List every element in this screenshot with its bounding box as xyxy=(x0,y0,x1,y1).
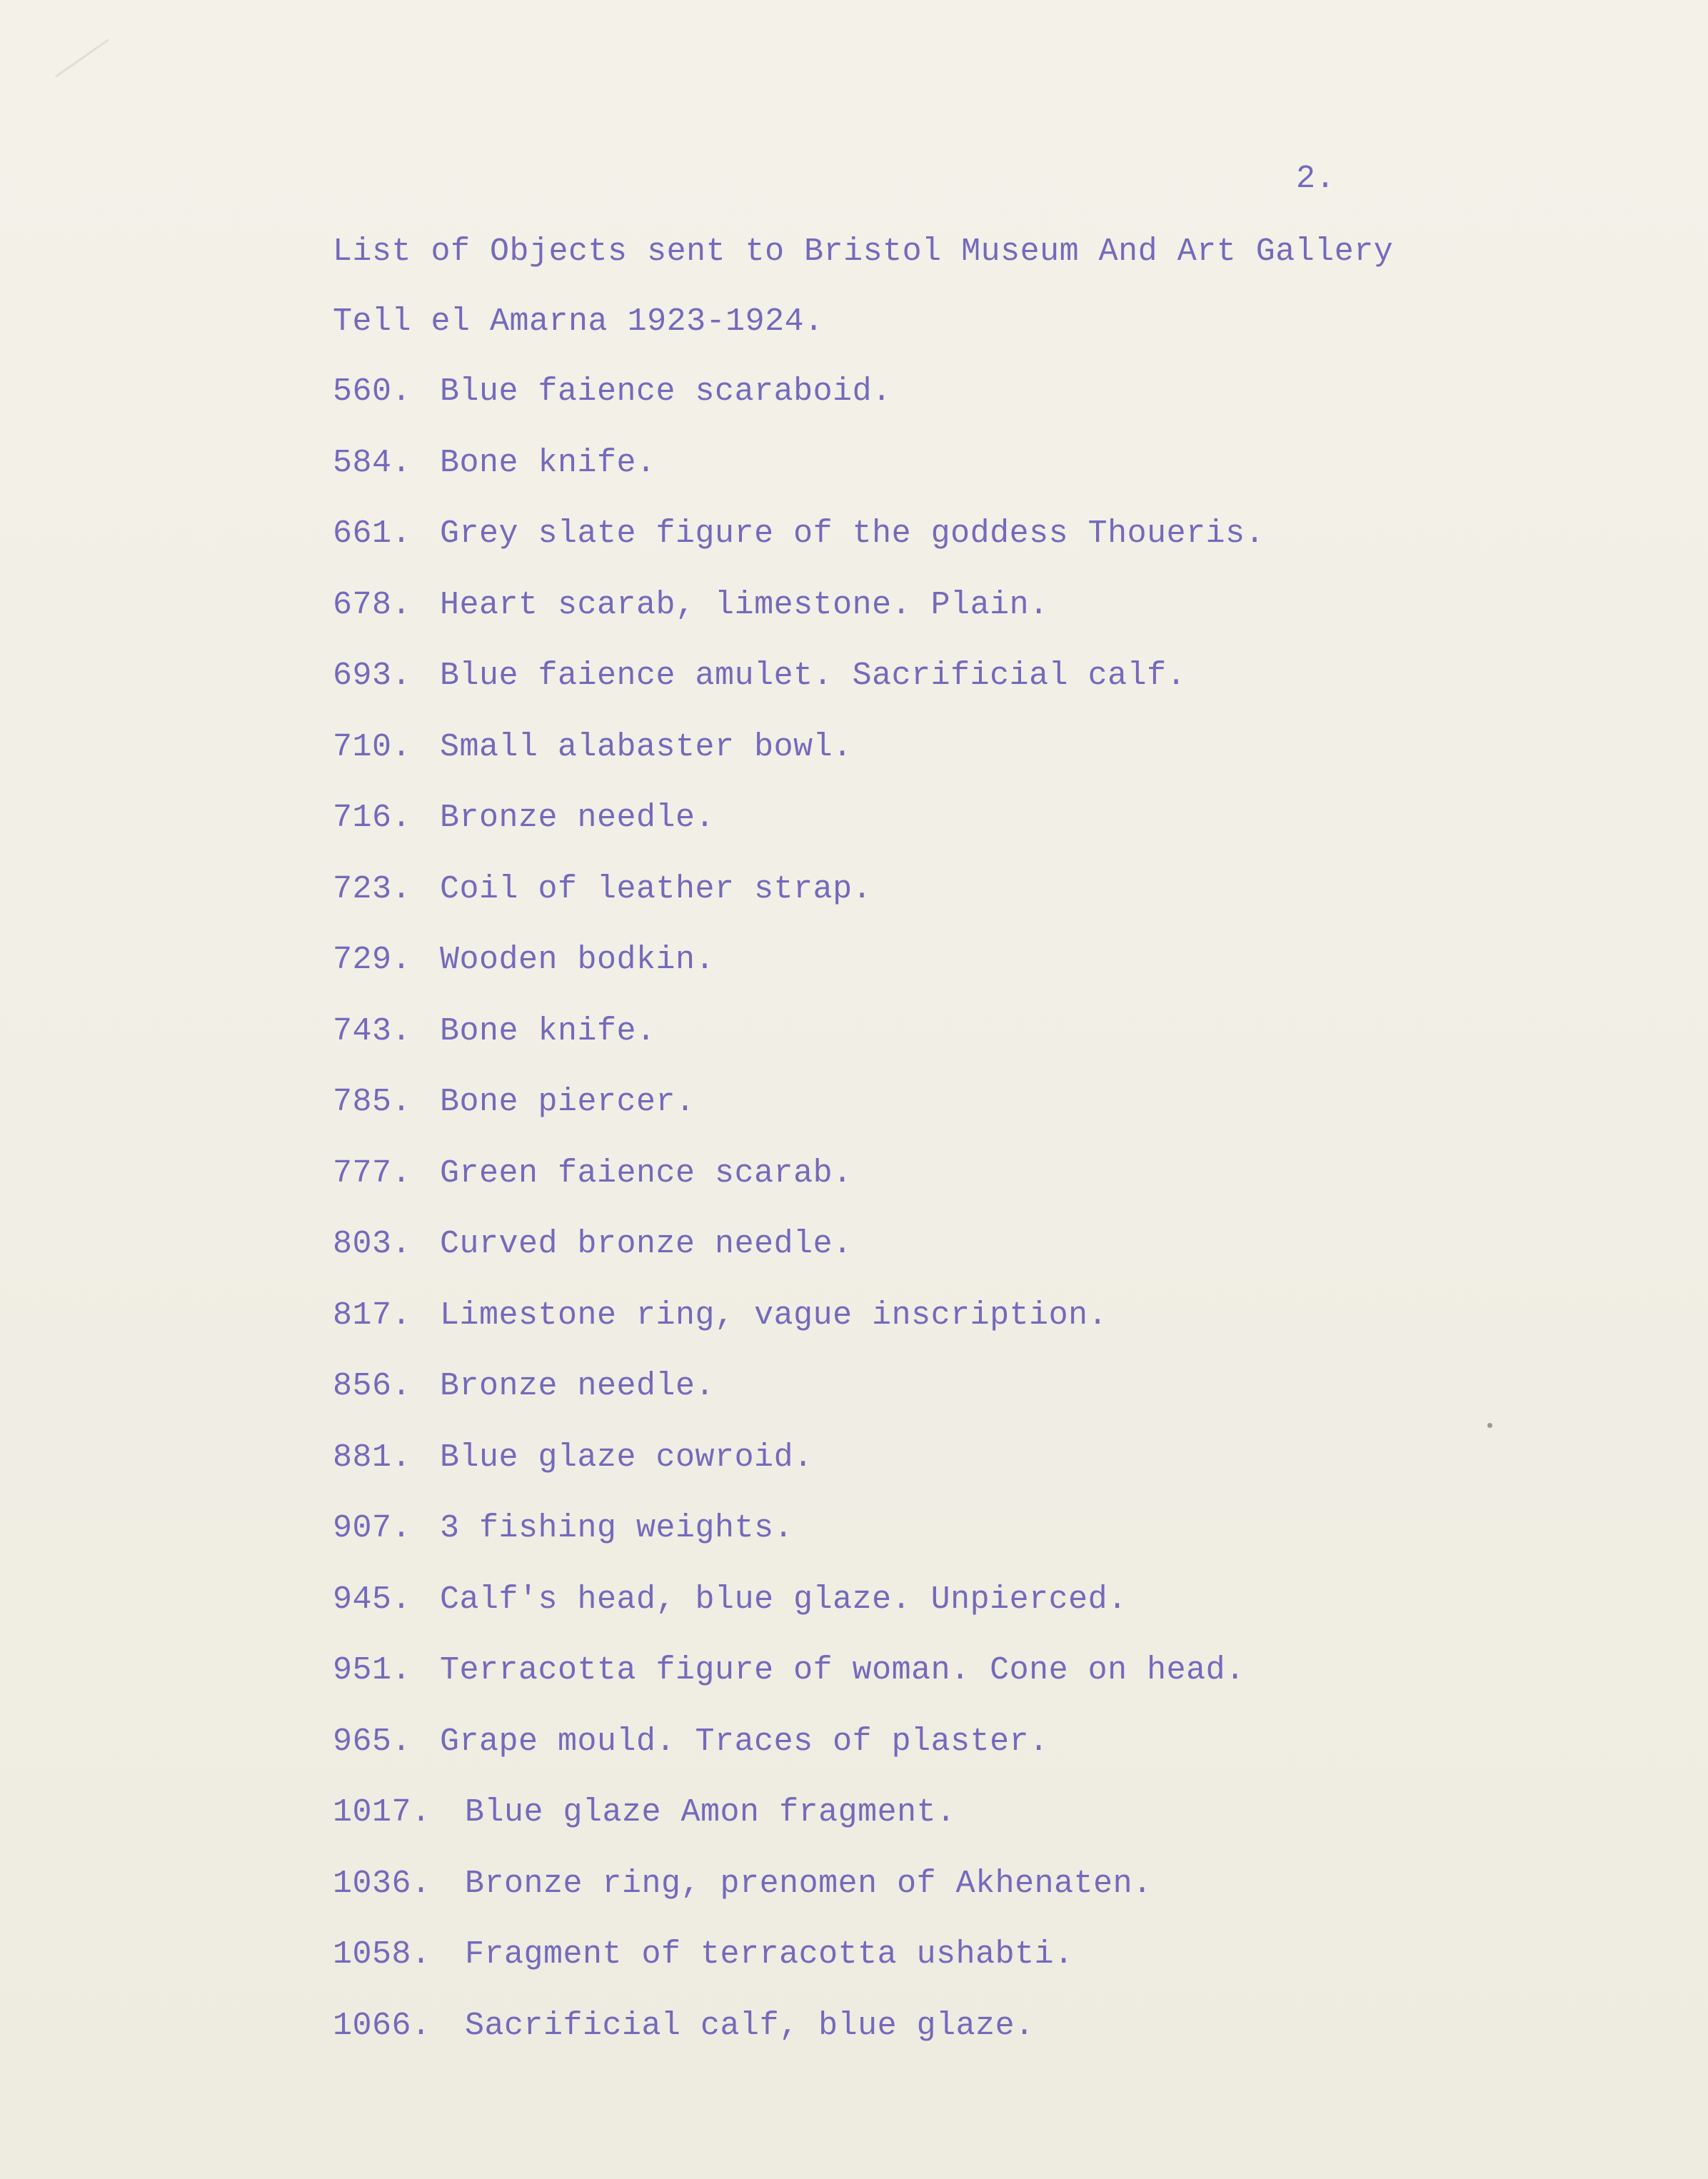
object-number: 1058. xyxy=(333,1936,431,1973)
paper-speck xyxy=(1487,1423,1492,1428)
list-item xyxy=(333,1796,956,1839)
object-description: Blue glaze cowroid. xyxy=(440,1439,813,1476)
document-subtitle: Tell el Amarna 1923-1924. xyxy=(333,303,824,340)
list-item xyxy=(333,2010,1035,2053)
list-item xyxy=(333,1228,853,1271)
object-number: 723. xyxy=(333,871,412,907)
list-item xyxy=(333,1512,793,1555)
list-item xyxy=(333,1441,813,1484)
object-number: 1036. xyxy=(333,1866,431,1902)
object-description: Blue faience scaraboid. xyxy=(440,373,892,410)
object-number: 1066. xyxy=(333,2008,431,2044)
object-description: Grape mould. Traces of plaster. xyxy=(440,1723,1049,1760)
object-description: Terracotta figure of woman. Cone on head. xyxy=(440,1652,1245,1689)
list-item xyxy=(333,802,715,845)
object-description: Bronze needle. xyxy=(440,1368,715,1404)
paper-crease xyxy=(55,39,109,77)
object-description: Calf's head, blue glaze. Unpierced. xyxy=(440,1581,1127,1618)
object-description: Green faience scarab. xyxy=(440,1155,853,1192)
list-item xyxy=(333,1581,1127,1626)
object-number: 803. xyxy=(333,1226,412,1262)
object-description: Curved bronze needle. xyxy=(440,1226,853,1262)
object-number: 710. xyxy=(333,729,412,765)
list-item xyxy=(333,1157,853,1200)
object-description: Grey slate figure of the goddess Thoueris. xyxy=(440,515,1265,552)
object-number: 907. xyxy=(333,1510,412,1546)
object-number: 716. xyxy=(333,800,412,836)
object-number: 785. xyxy=(333,1084,412,1120)
object-description: Blue glaze Amon fragment. xyxy=(465,1794,956,1831)
object-number: 881. xyxy=(333,1439,412,1476)
list-item xyxy=(333,1938,1074,1981)
list-item xyxy=(333,1868,1152,1911)
object-number: 678. xyxy=(333,587,412,623)
object-number: 777. xyxy=(333,1155,412,1192)
list-item xyxy=(333,731,853,774)
list-item xyxy=(333,1086,695,1129)
object-description: Bone knife. xyxy=(440,445,656,481)
list-item xyxy=(333,589,1049,632)
object-description: Small alabaster bowl. xyxy=(440,729,853,765)
object-number: 951. xyxy=(333,1652,412,1689)
object-number: 945. xyxy=(333,1581,412,1618)
list-item xyxy=(333,1015,656,1058)
object-number: 856. xyxy=(333,1368,412,1404)
object-number: 817. xyxy=(333,1297,412,1334)
object-description: Limestone ring, vague inscription. xyxy=(440,1297,1108,1334)
list-item xyxy=(333,873,872,916)
page-number: 2. xyxy=(1296,161,1336,197)
object-description: Wooden bodkin. xyxy=(440,942,715,978)
object-number: 743. xyxy=(333,1013,412,1050)
object-number: 584. xyxy=(333,445,412,481)
object-description: Blue faience amulet. Sacrificial calf. xyxy=(440,658,1187,694)
list-item xyxy=(333,515,1265,560)
document-title: List of Objects sent to Bristol Museum And Art Gallery xyxy=(333,233,1394,270)
list-item xyxy=(333,1654,1245,1697)
list-item xyxy=(333,944,715,987)
list-item xyxy=(333,660,1186,703)
object-description: Heart scarab, limestone. Plain. xyxy=(440,587,1049,623)
list-item xyxy=(333,447,656,490)
object-number: 661. xyxy=(333,515,412,552)
object-description: Bone knife. xyxy=(440,1013,656,1050)
list-item xyxy=(333,1370,715,1413)
list-item xyxy=(333,373,892,418)
object-description: Fragment of terracotta ushabti. xyxy=(465,1936,1074,1973)
object-description: Bone piercer. xyxy=(440,1084,695,1120)
object-description: Sacrificial calf, blue glaze. xyxy=(465,2008,1035,2044)
object-number: 729. xyxy=(333,942,412,978)
object-description: 3 fishing weights. xyxy=(440,1510,794,1546)
list-item xyxy=(333,1723,1049,1768)
object-number: 1017. xyxy=(333,1794,431,1831)
object-description: Bronze needle. xyxy=(440,800,715,836)
object-description: Bronze ring, prenomen of Akhenaten. xyxy=(465,1866,1152,1902)
object-number: 965. xyxy=(333,1723,412,1760)
list-item xyxy=(333,1299,1107,1342)
object-description: Coil of leather strap. xyxy=(440,871,873,907)
object-number: 693. xyxy=(333,658,412,694)
object-number: 560. xyxy=(333,373,412,410)
